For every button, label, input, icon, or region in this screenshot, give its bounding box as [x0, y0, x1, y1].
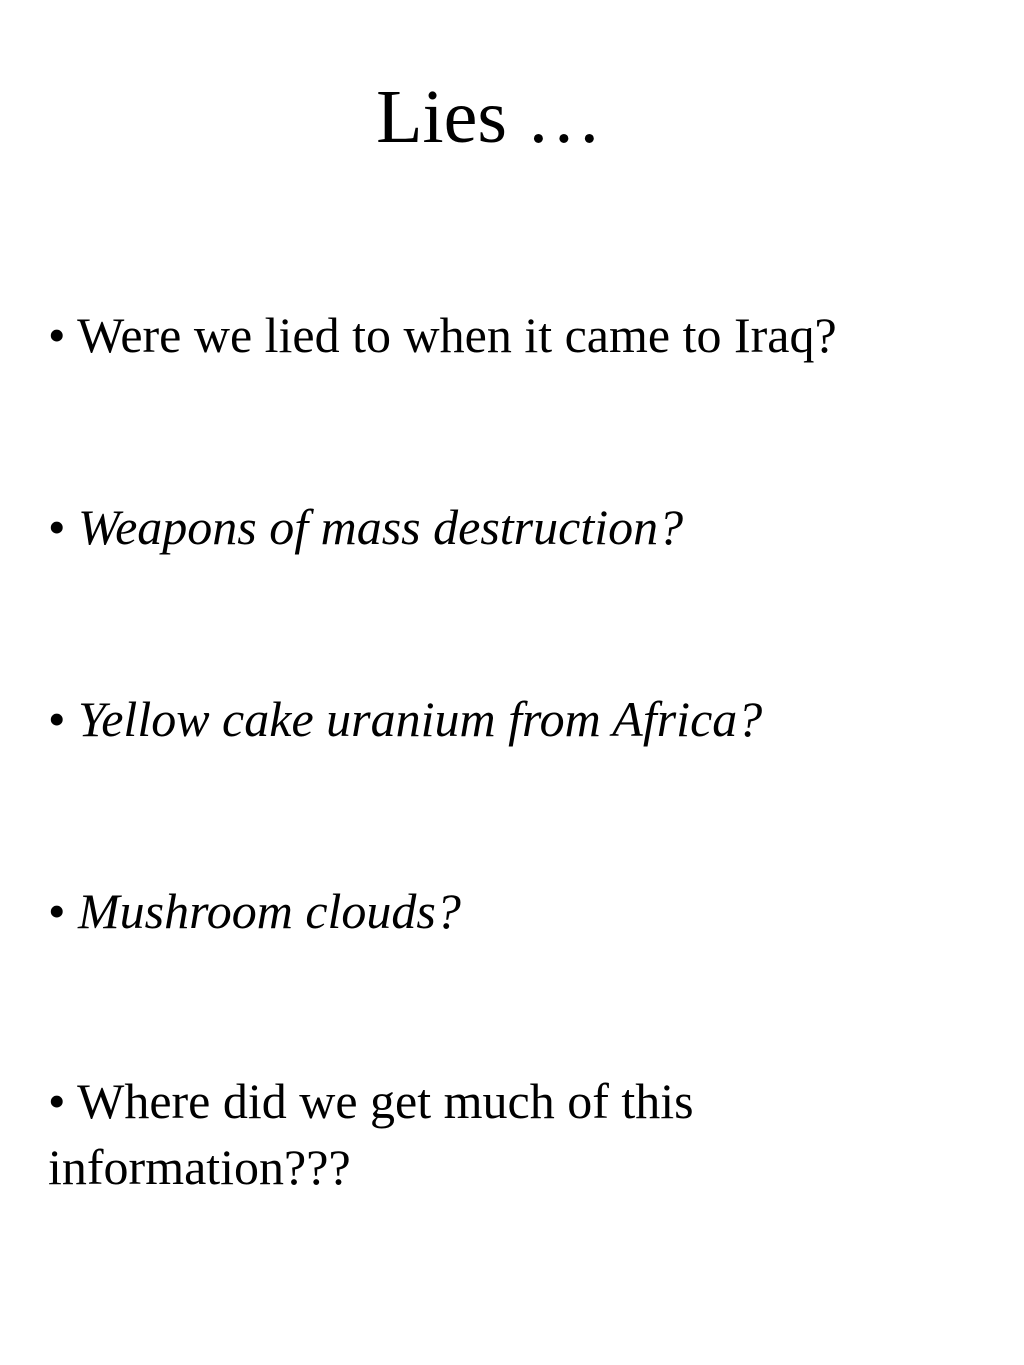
bullet-item: [48, 686, 978, 752]
bullet-dot: •: [48, 691, 66, 747]
bullet-dot: •: [48, 883, 66, 939]
slide-title: Lies …: [376, 75, 602, 159]
bullet-dot: •: [48, 499, 66, 555]
bullet-dot: •: [48, 1073, 66, 1129]
bullet-item: [48, 1068, 808, 1200]
bullet-dot: •: [48, 307, 66, 363]
bullet-text: Weapons of mass destruction?: [78, 499, 684, 555]
bullet-text: Where did we get much of this information???: [48, 1073, 694, 1195]
bullet-item: [48, 302, 978, 368]
bullet-text: Were we lied to when it came to Iraq?: [77, 307, 837, 363]
bullet-item: [48, 878, 978, 944]
bullet-item: [48, 494, 978, 560]
bullet-text: Yellow cake uranium from Africa?: [78, 691, 763, 747]
bullet-text: Mushroom clouds?: [78, 883, 461, 939]
